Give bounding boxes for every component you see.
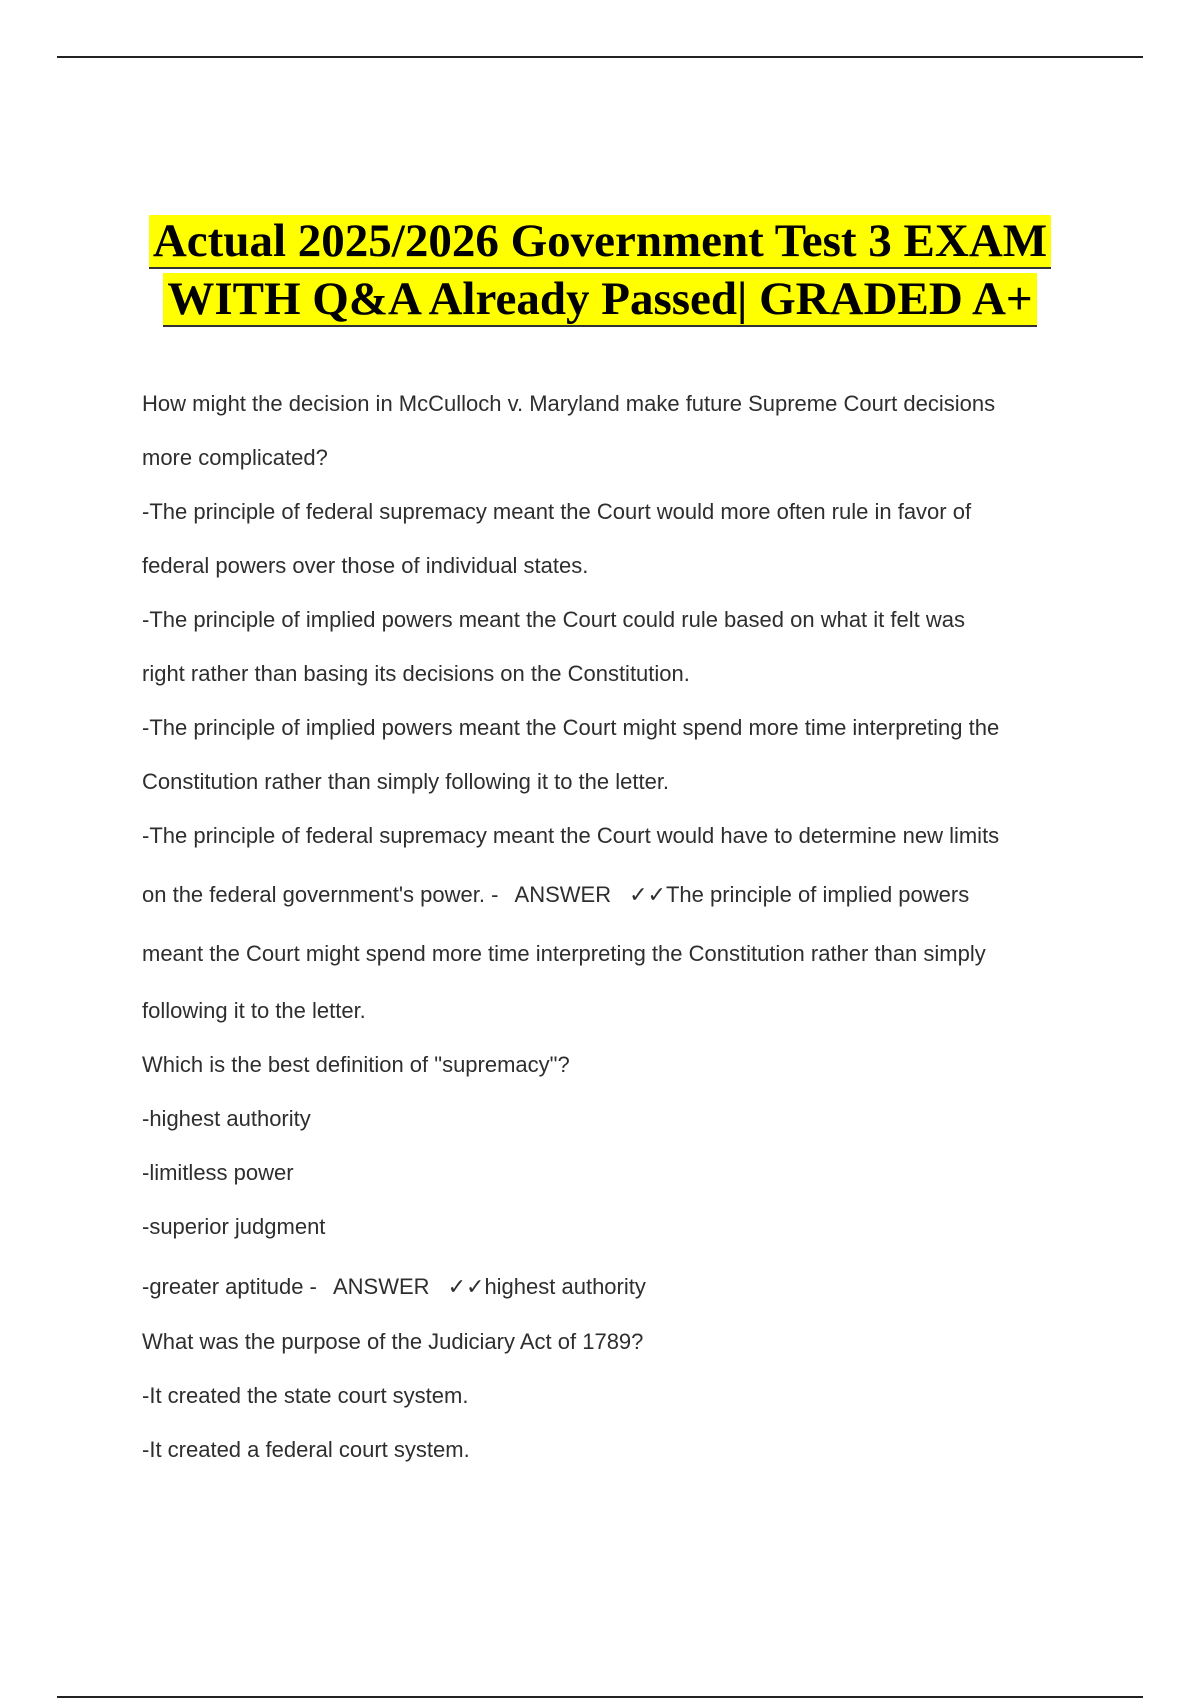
q2-answer-label: ANSWER <box>333 1274 430 1299</box>
footer-rule <box>57 1696 1143 1698</box>
q1-option-2-line-1: -The principle of implied powers meant the Court could rule based on what it felt was <box>142 607 965 632</box>
q1-answer-line-1: The principle of implied powers <box>665 882 970 907</box>
q3-option-2: -It created a federal court system. <box>142 1437 470 1462</box>
q1-question-line-1: How might the decision in McCulloch v. Maryland make future Supreme Court decisions <box>142 391 996 416</box>
q3-option-1: -It created the state court system. <box>142 1383 469 1408</box>
q2-option-4-answer-line <box>142 1273 646 1301</box>
q1-answer-line-3: following it to the letter. <box>142 998 366 1023</box>
header-rule <box>57 56 1143 58</box>
q1-option-2-line-2: right rather than basing its decisions on the Constitution. <box>142 661 690 686</box>
q2-answer: highest authority <box>484 1274 646 1299</box>
document-title <box>130 212 1070 328</box>
q3-question: What was the purpose of the Judiciary Act of 1789? <box>142 1329 644 1354</box>
q1-option-1-line-2: federal powers over those of individual states. <box>142 553 589 578</box>
q1-option-3-line-2: Constitution rather than simply following it to the letter. <box>142 769 670 794</box>
q2-option-3: -superior judgment <box>142 1214 326 1239</box>
q1-answer-label: ANSWER <box>514 882 612 907</box>
q1-option-4-line-2: on the federal government's power. - <box>142 882 499 907</box>
q2-check-mark: ✓✓ <box>447 1274 485 1299</box>
q1-option-3-line-1: -The principle of implied powers meant the Court might spend more time interpreting the <box>142 715 1000 740</box>
q2-question: Which is the best definition of "supremacy"? <box>142 1052 570 1077</box>
q1-option-4-answer-line <box>142 881 969 909</box>
q1-answer-line-2: meant the Court might spend more time interpreting the Constitution rather than simply <box>142 941 986 966</box>
q1-option-1-line-1: -The principle of federal supremacy meant the Court would more often rule in favor of <box>142 499 972 524</box>
title-line-2: WITH Q&A Already Passed| GRADED A+ <box>163 273 1036 327</box>
title-line-1: Actual 2025/2026 Government Test 3 EXAM <box>149 215 1051 269</box>
q2-option-2: -limitless power <box>142 1160 294 1185</box>
q1-option-4-line-1: -The principle of federal supremacy meant the Court would have to determine new limits <box>142 823 1000 848</box>
q2-option-4: -greater aptitude - <box>142 1274 317 1299</box>
q2-option-1: -highest authority <box>142 1106 311 1131</box>
q1-check-mark: ✓✓ <box>629 882 666 907</box>
q1-question-line-2: more complicated? <box>142 445 328 470</box>
